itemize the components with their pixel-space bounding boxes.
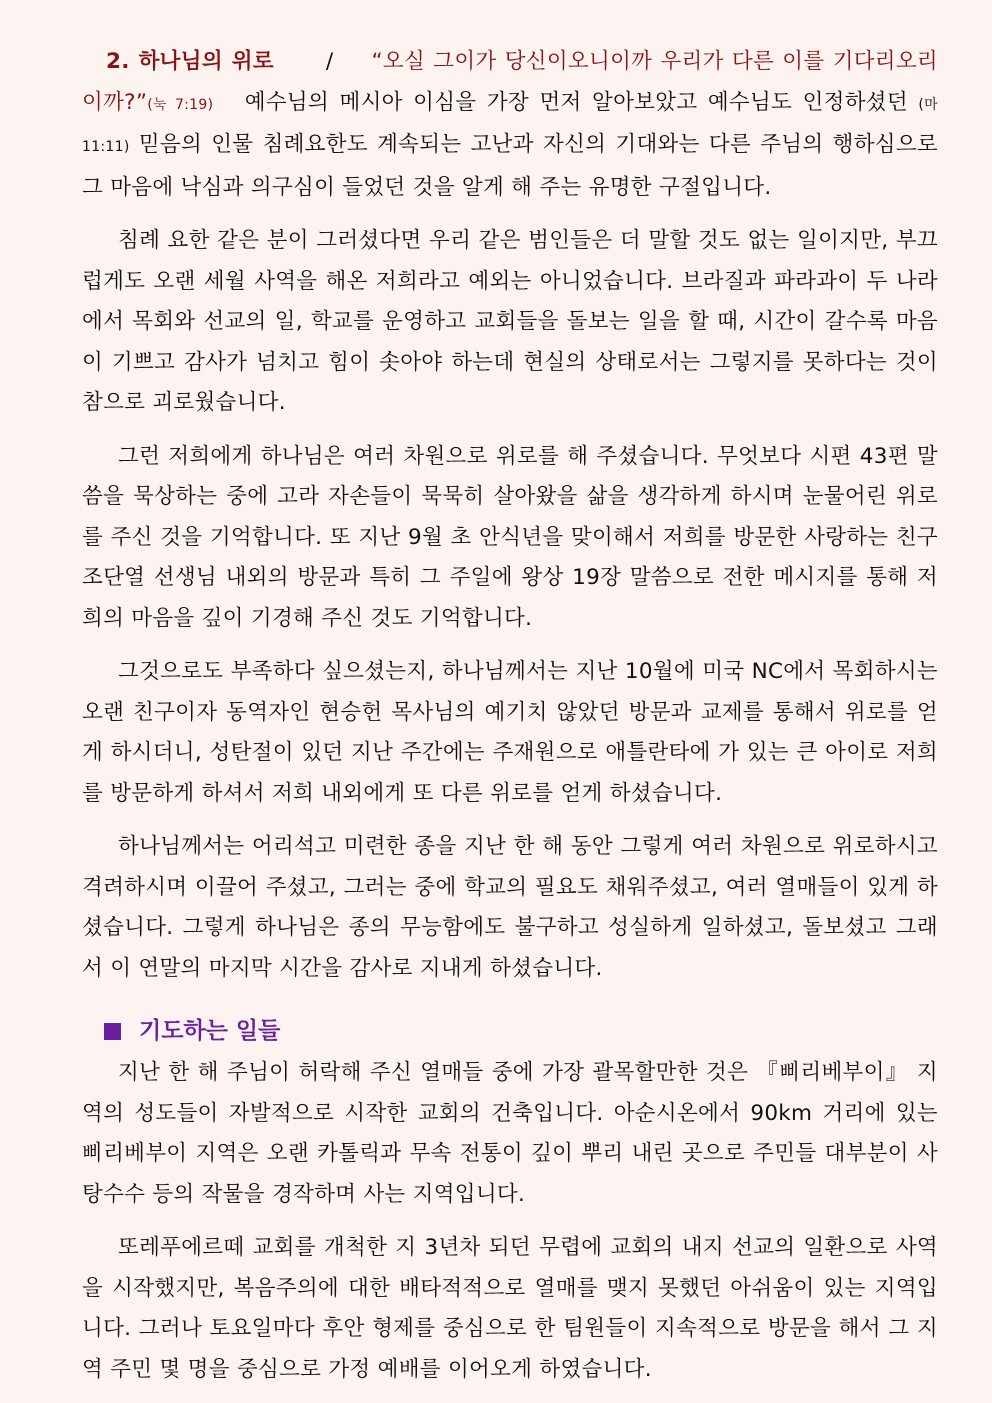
section1-intro	[82, 42, 938, 208]
section2-paragraph-1: 지난 한 해 주님이 허락해 주신 열매들 중에 가장 괄목할만한 것은 『삐리베부이』 지역의 성도들이 자발적으로 시작한 교회의 건축입니다. 아순시온에서 90km 거리에 있는 삐리베부이 지역은 오랜 카톨릭과 무속 전통이 깊이 뿌리 내린 곳으로 주민들 대부분이 사탕수수 등의 작물을 경작하며 사는 지역입니다.	[82, 1060, 938, 1207]
intro-text-a: 예수님의 메시아 이심을 가장 먼저 알아보았고 예수님도 인정하셨던	[244, 89, 908, 115]
section1-title: 2. 하나님의 위로	[106, 49, 274, 74]
square-bullet-icon	[104, 1023, 121, 1040]
paragraph-3: 그것으로도 부족하다 싶으셨는지, 하나님께서는 지난 10월에 미국 NC에서 목회하시는 오랜 친구이자 동역자인 현승헌 목사님의 예기치 않았던 방문과 교제를 통해서 위로를 얻게 하시더니, 성탄절이 있던 지난 주간에는 주재원으로 애틀란타에 가 있는 큰 아이로 저희를 방문하게 하셔서 저희 내외에게 또 다른 위로를 얻게 하셨습니다.	[82, 659, 938, 806]
scripture-quote: “오실 그이가 당신이오니이까 우리가 다른 이를 기다리오리이까?”	[82, 49, 938, 115]
intro-text-b: 믿음의 인물 침례요한도 계속되는 고난과 자신의 기대와는 다른 주님의 행하심으로 그 마음에 낙심과 의구심이 들었던 것을 알게 해 주는 유명한 구절입니다.	[82, 132, 938, 200]
title-separator: /	[325, 49, 334, 74]
section2-heading	[104, 1011, 938, 1051]
intro-reference: (마 11:11)	[82, 96, 938, 155]
paragraph-2: 그런 저희에게 하나님은 여러 차원으로 위로를 해 주셨습니다. 무엇보다 시편 43편 말씀을 묵상하는 중에 고라 자손들이 묵묵히 살아왔을 삶을 생각하게 하시며 눈물어린 위로를 주신 것을 기억합니다. 또 지난 9월 초 안식년을 맞이해서 저희를 방문한 사랑하는 친구 조단열 선생님 내외의 방문과 특히 그 주일에 왕상 19장 말씀으로 전한 메시지를 통해 저희의 마음을 깊이 기경해 주신 것도 기억합니다.	[82, 443, 938, 631]
scripture-quote-reference: (눅 7:19)	[147, 96, 214, 113]
section2-heading-text: 기도하는 일들	[139, 1018, 281, 1044]
paragraph-1: 침례 요한 같은 분이 그러셨다면 우리 같은 범인들은 더 말할 것도 없는 일이지만, 부끄럽게도 오랜 세월 사역을 해온 저희라고 예외는 아니었습니다. 브라질과 파라과이 두 나라에서 목회와 선교의 일, 학교를 운영하고 교회들을 돌보는 일을 할 때, 시간이 갈수록 마음이 기쁘고 감사가 넘치고 힘이 솟아야 하는데 현실의 상태로서는 그렇지를 못하다는 것이 참으로 괴로웠습니다.	[82, 228, 938, 415]
section2-paragraph-2: 또레푸에르떼 교회를 개척한 지 3년차 되던 무렵에 교회의 내지 선교의 일환으로 사역을 시작했지만, 복음주의에 대한 배타적적으로 열매를 맺지 못했던 아쉬움이 있는 지역입니다. 그러나 토요일마다 후안 형제를 중심으로 한 팀원들이 지속적으로 방문을 해서 그 지역 주민 몇 명을 중심으로 가정 예배를 이어오게 하였습니다.	[82, 1235, 938, 1382]
paragraph-4: 하나님께서는 어리석고 미련한 종을 지난 한 해 동안 그렇게 여러 차원으로 위로하시고 격려하시며 이끌어 주셨고, 그러는 중에 학교의 필요도 채워주셨고, 여러 열매들이 있게 하셨습니다. 그렇게 하나님은 종의 무능함에도 불구하고 성실하게 일하셨고, 돌보셨고 그래서 이 연말의 마지막 시간을 감사로 지내게 하셨습니다.	[82, 834, 938, 981]
